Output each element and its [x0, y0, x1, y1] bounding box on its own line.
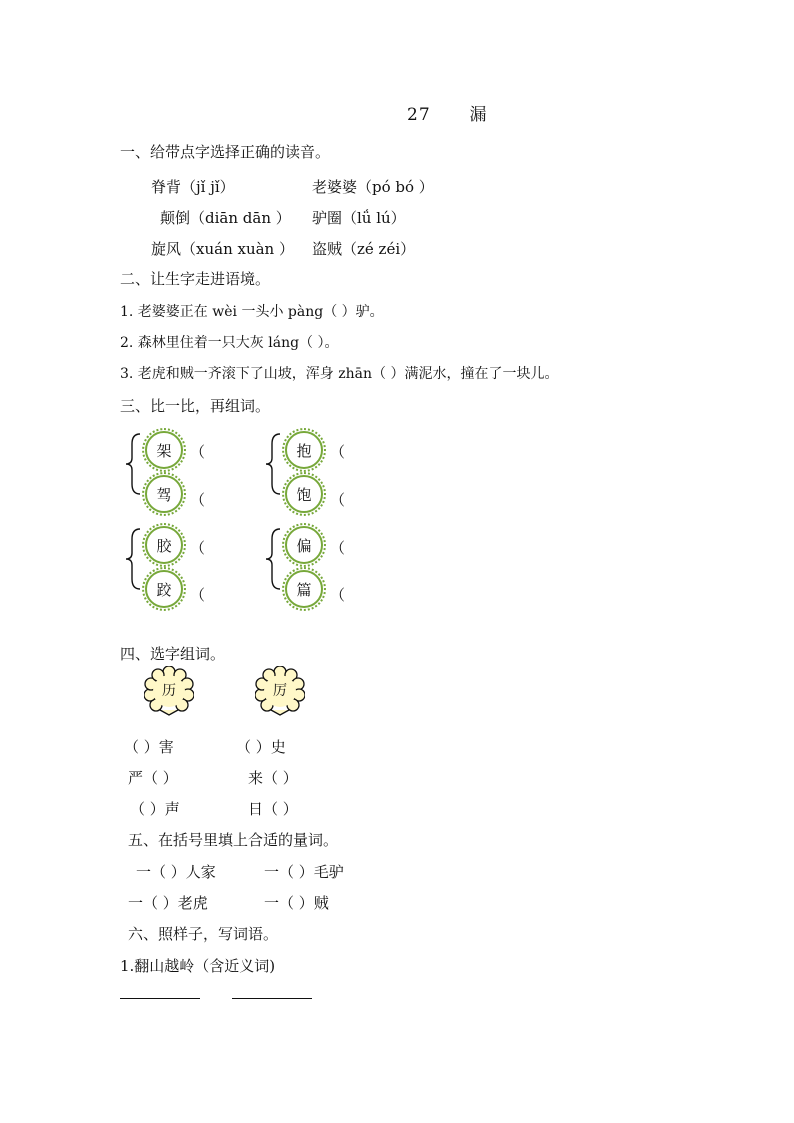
- section-3-heading: 三、比一比，再组词。: [120, 397, 271, 415]
- answer-paren: （: [190, 586, 206, 604]
- flower-char: 厉: [273, 683, 287, 699]
- brace-icon: [264, 432, 282, 496]
- answer-paren: （: [330, 586, 346, 604]
- compare-char-2b: 饱: [285, 475, 323, 513]
- s1-item-2: 老婆婆（pó bó ）: [312, 178, 434, 196]
- s4-row2-a: 严（ ）: [128, 769, 178, 787]
- brace-icon: [124, 527, 142, 591]
- page-title: [407, 100, 487, 125]
- s5-row1-b: 一（ ）毛驴: [264, 863, 344, 881]
- s2-line-3: 3. 老虎和贼一齐滚下了山坡，浑身 zhān（ ）满泥水，撞在了一块儿。: [120, 366, 559, 382]
- answer-paren: （: [190, 539, 206, 557]
- answer-line[interactable]: [120, 998, 200, 999]
- flower-char: 历: [162, 683, 176, 699]
- answer-paren: （: [330, 443, 346, 461]
- brace-icon: [124, 432, 142, 496]
- compare-char-2a: 抱: [285, 431, 323, 469]
- s4-row1-b: （ ）史: [236, 738, 286, 756]
- compare-char-1b: 驾: [145, 475, 183, 513]
- s4-row1-a: （ ）害: [124, 738, 174, 756]
- section-5-heading: 五、在括号里填上合适的量词。: [128, 831, 339, 849]
- compare-char-4a: 偏: [285, 526, 323, 564]
- s1-item-4: 驴圈（lǘ lú）: [312, 209, 406, 227]
- s4-row3-b: 日（ ）: [248, 800, 298, 818]
- brace-icon: [264, 527, 282, 591]
- section-2-heading: 二、让生字走进语境。: [120, 270, 271, 288]
- s4-row3-a: （ ）声: [130, 800, 180, 818]
- s1-item-5: 旋风（xuán xuàn ）: [151, 240, 294, 258]
- compare-char-3b: 跤: [145, 570, 183, 608]
- s6-example: 1.翻山越岭（含近义词): [120, 957, 276, 975]
- answer-line[interactable]: [232, 998, 312, 999]
- section-4-heading: 四、选字组词。: [120, 645, 226, 663]
- s1-item-3: 颠倒（diān dān ）: [160, 209, 291, 227]
- lesson-title: 漏: [469, 105, 488, 125]
- s5-row2-b: 一（ ）贼: [264, 894, 329, 912]
- answer-paren: （: [330, 539, 346, 557]
- answer-paren: （: [190, 443, 206, 461]
- s2-line-1: 1. 老婆婆正在 wèi 一头小 pàng（ ）驴。: [120, 304, 384, 320]
- compare-char-1a: 架: [145, 431, 183, 469]
- answer-paren: （: [190, 491, 206, 509]
- section-6-heading: 六、照样子，写词语。: [128, 925, 279, 943]
- s1-item-6: 盗贼（zé zéi）: [312, 240, 416, 258]
- s4-row2-b: 来（ ）: [248, 769, 298, 787]
- section-1-heading: 一、给带点字选择正确的读音。: [120, 143, 331, 161]
- lesson-number: 27: [407, 105, 431, 125]
- answer-paren: （: [330, 491, 346, 509]
- s5-row1-a: 一（ ）人家: [136, 863, 216, 881]
- compare-char-3a: 胶: [145, 526, 183, 564]
- compare-char-4b: 篇: [285, 570, 323, 608]
- s5-row2-a: 一（ ）老虎: [128, 894, 208, 912]
- s2-line-2: 2. 森林里住着一只大灰 láng（ ）。: [120, 335, 339, 351]
- flower-char-1: [144, 666, 194, 716]
- s1-item-1: 脊背（jǐ jǐ）: [151, 178, 235, 196]
- flower-char-2: [255, 666, 305, 716]
